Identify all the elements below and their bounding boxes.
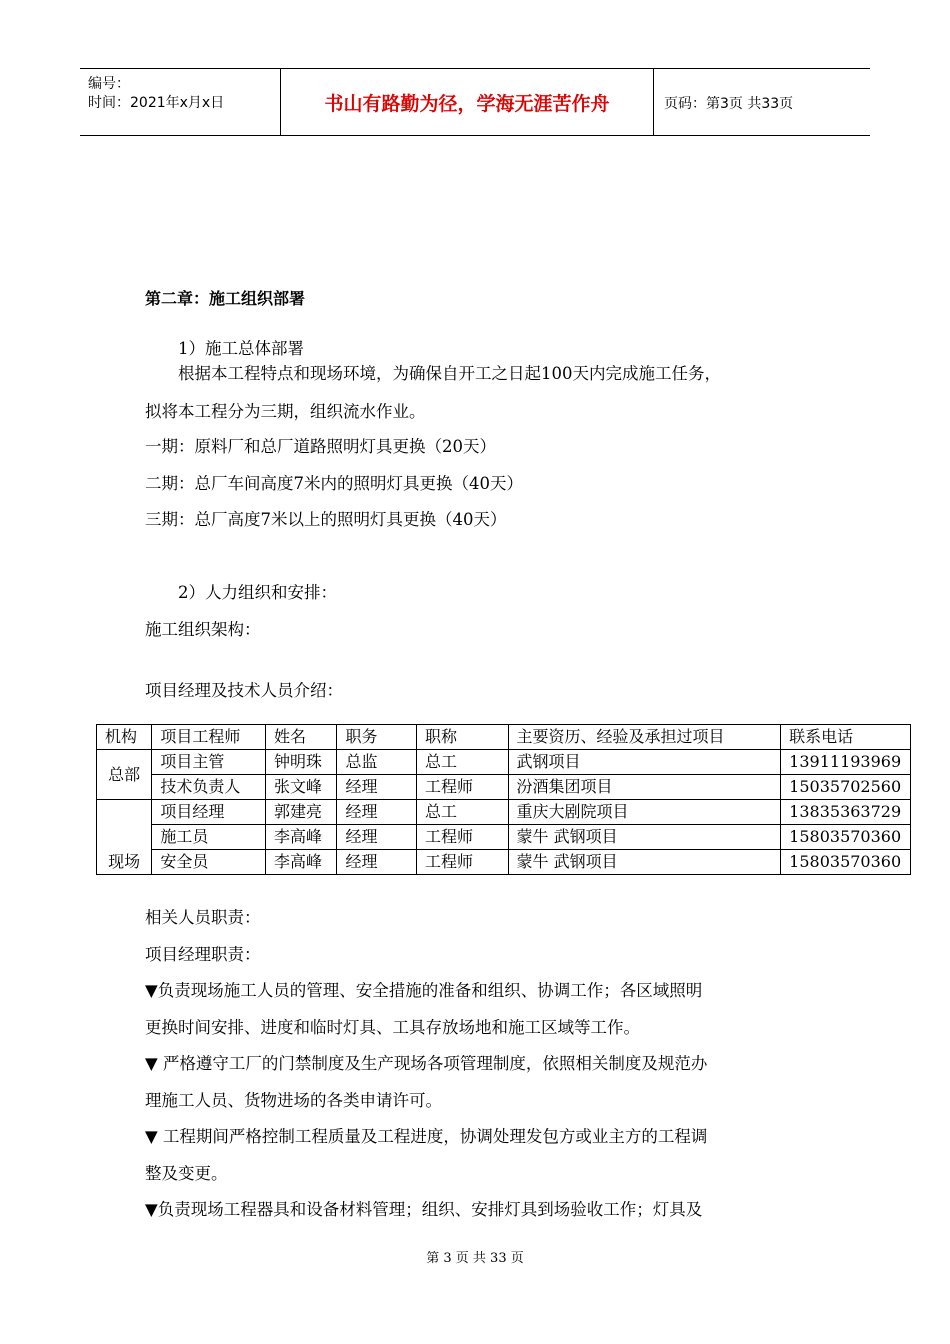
table-header-row bbox=[97, 725, 911, 750]
table-cell: 蒙牛 武钢项目 bbox=[508, 850, 781, 875]
paragraph-line: 拟将本工程分为三期，组织流水作业。 bbox=[145, 402, 426, 421]
table-cell: 张文峰 bbox=[266, 775, 337, 800]
header-divider bbox=[653, 69, 654, 135]
table-cell: 项目经理 bbox=[152, 800, 266, 825]
table-header-cell: 联系电话 bbox=[781, 725, 911, 750]
duty-line: ▼ 严格遵守工厂的门禁制度及生产现场各项管理制度，依照相关制度及规范办 bbox=[145, 1054, 708, 1073]
table-header-cell: 姓名 bbox=[266, 725, 337, 750]
table-header-cell: 职务 bbox=[337, 725, 416, 750]
table-cell: 总工 bbox=[416, 800, 508, 825]
table-cell: 总监 bbox=[337, 750, 416, 775]
table-cell: 经理 bbox=[337, 800, 416, 825]
page-header bbox=[80, 68, 870, 136]
table-header-cell: 机构 bbox=[97, 725, 152, 750]
table-row bbox=[97, 775, 911, 800]
table-row bbox=[97, 750, 911, 775]
header-meta bbox=[80, 69, 280, 135]
table-cell: 施工员 bbox=[152, 825, 266, 850]
paragraph-line: 根据本工程特点和现场环境，为确保自开工之日起100天内完成施工任务， bbox=[178, 364, 721, 383]
table-cell: 经理 bbox=[337, 825, 416, 850]
duty-line: 整及变更。 bbox=[145, 1164, 228, 1183]
document-date: 时间：2021年x月x日 bbox=[88, 95, 225, 111]
unit-cell-site: 现场 bbox=[97, 800, 152, 875]
table-cell: 重庆大剧院项目 bbox=[508, 800, 781, 825]
table-cell: 郭建亮 bbox=[266, 800, 337, 825]
unit-cell-hq: 总部 bbox=[97, 750, 152, 800]
staff-table bbox=[96, 724, 911, 875]
duty-line: ▼ 工程期间严格控制工程质量及工程进度，协调处理发包方或业主方的工程调 bbox=[145, 1127, 708, 1146]
table-row bbox=[97, 850, 911, 875]
table-cell: 安全员 bbox=[152, 850, 266, 875]
table-cell: 15035702560 bbox=[781, 775, 911, 800]
document-number: 编号： bbox=[88, 76, 130, 92]
table-cell: 项目主管 bbox=[152, 750, 266, 775]
chapter-title: 第二章：施工组织部署 bbox=[145, 289, 306, 308]
table-header-cell: 主要资历、经验及承担过项目 bbox=[508, 725, 781, 750]
table-row bbox=[97, 800, 911, 825]
table-header-cell: 职称 bbox=[416, 725, 508, 750]
org-structure-label: 施工组织架构： bbox=[145, 620, 261, 639]
table-cell: 工程师 bbox=[416, 850, 508, 875]
table-cell: 经理 bbox=[337, 850, 416, 875]
table-cell: 工程师 bbox=[416, 825, 508, 850]
page-footer: 第 3 页 共 33 页 bbox=[426, 1251, 524, 1266]
duties-label: 相关人员职责： bbox=[145, 908, 261, 927]
table-cell: 汾酒集团项目 bbox=[508, 775, 781, 800]
table-cell: 武钢项目 bbox=[508, 750, 781, 775]
table-cell: 技术负责人 bbox=[152, 775, 266, 800]
table-cell: 15803570360 bbox=[781, 850, 911, 875]
table-header-cell: 项目工程师 bbox=[152, 725, 266, 750]
phase-item: 三期：总厂高度7米以上的照明灯具更换（40天） bbox=[145, 510, 507, 529]
pm-duties-label: 项目经理职责： bbox=[145, 945, 261, 964]
duty-line: 更换时间安排、进度和临时灯具、工具存放场地和施工区域等工作。 bbox=[145, 1018, 640, 1037]
table-cell: 李高峰 bbox=[266, 825, 337, 850]
table-cell: 钟明珠 bbox=[266, 750, 337, 775]
table-cell: 15803570360 bbox=[781, 825, 911, 850]
table-cell: 蒙牛 武钢项目 bbox=[508, 825, 781, 850]
table-cell: 总工 bbox=[416, 750, 508, 775]
duty-line: ▼负责现场工程器具和设备材料管理；组织、安排灯具到场验收工作；灯具及 bbox=[145, 1200, 703, 1219]
table-cell: 13911193969 bbox=[781, 750, 911, 775]
duty-line: ▼负责现场施工人员的管理、安全措施的准备和组织、协调工作；各区域照明 bbox=[145, 981, 703, 1000]
table-cell: 李高峰 bbox=[266, 850, 337, 875]
staff-intro-label: 项目经理及技术人员介绍： bbox=[145, 681, 343, 700]
phase-item: 一期：原料厂和总厂道路照明灯具更换（20天） bbox=[145, 437, 496, 456]
table-row bbox=[97, 825, 911, 850]
section-title: 1）施工总体部署 bbox=[178, 339, 304, 358]
table-cell: 13835363729 bbox=[781, 800, 911, 825]
phase-item: 二期：总厂车间高度7米内的照明灯具更换（40天） bbox=[145, 474, 523, 493]
header-page-info: 页码：第3页 共33页 bbox=[664, 96, 794, 112]
table-cell: 工程师 bbox=[416, 775, 508, 800]
duty-line: 理施工人员、货物进场的各类申请许可。 bbox=[145, 1091, 442, 1110]
section-title: 2）人力组织和安排： bbox=[178, 583, 337, 602]
table-cell: 经理 bbox=[337, 775, 416, 800]
header-motto: 书山有路勤为径，学海无涯苦作舟 bbox=[324, 92, 610, 115]
